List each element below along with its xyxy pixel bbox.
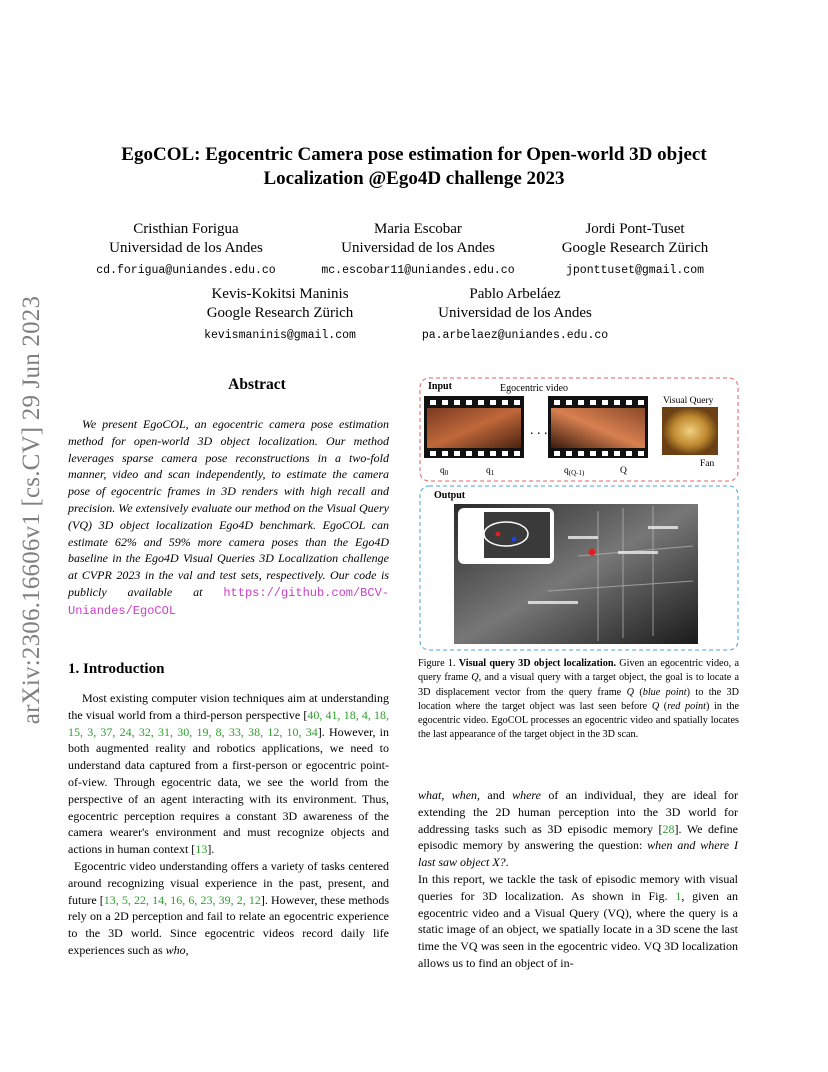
input-label: Input: [428, 381, 452, 392]
text: In this report, we tackle the task of episodic memory with visual queries for 3D localization. As shown in Fig.: [418, 871, 738, 903]
citation-link[interactable]: 28: [662, 821, 675, 836]
video-label: Egocentric video: [500, 383, 569, 394]
author-1: [86, 220, 286, 280]
author-email: mc.escobar11@uniandes.edu.co: [321, 264, 515, 277]
paper-title: [80, 143, 748, 191]
text: ) to the 3D location where the target object was last seen before: [418, 686, 739, 712]
author-3: [540, 220, 730, 280]
red-point: [589, 549, 596, 556]
text: Q: [471, 672, 479, 684]
text: ) in the egocentric video. EgoCOL processes an egocentric video and spatially locates the last appearance of the target object in the 3D scan.: [418, 700, 740, 741]
abstract-text: We present EgoCOL, an egocentric camera pose estimation method for open-world 3D object localization. Our method leverages sparse camera pose reconstructions in a two-fold manner, video and scan independently, to estimate the camera pose of egocentric frames in 3D renders with high recall and precision. We extensively evaluate our method on the Visual Query (VQ) 3D object localization Ego4D benchmark. EgoCOL can estimate 62% and 59% more camera poses than the Ego4D baseline in the Ego4D Visual Queries 3D Localization challenge at CVPR 2023 in the val and test sets, respectively. Our code is publicly available at: [68, 417, 389, 599]
blue-point: [512, 537, 517, 542]
text: , given an egocentric video and a Visual Query (VQ), where the query is a static image of an object, we spatially locate in a 3D scene the last time the VQ was seen in the egocentric video. VQ 3D localization allows us to find an object of in-: [418, 888, 738, 970]
text: Q: [626, 686, 634, 698]
text: ,: [441, 788, 452, 802]
author-name: Cristhian Forigua: [133, 221, 239, 237]
arxiv-id: arXiv:2306.16606v1 [cs.CV] 29 Jun 2023: [18, 295, 45, 725]
title-line-2: Localization @Ego4D challenge 2023: [263, 168, 565, 189]
author-name: Maria Escobar: [374, 221, 462, 237]
fan-label: Fan: [700, 459, 715, 469]
text: Given an egocentric video, a query frame: [418, 658, 739, 684]
author-affiliation: Universidad de los Andes: [109, 240, 263, 256]
text: red point: [667, 700, 706, 712]
caption-title: Visual query 3D object localization.: [458, 658, 617, 669]
author-4: [180, 285, 380, 345]
arxiv-sidebar: [12, 290, 52, 730]
q1-label: $q_1$: [486, 466, 495, 477]
text: blue point: [642, 686, 687, 698]
author-affiliation: Google Research Zürich: [561, 240, 709, 256]
code-link[interactable]: https://github.com/BCV-Uniandes/EgoCOL: [68, 585, 389, 618]
qq1-label: $q_{(Q-1)}$: [564, 466, 585, 477]
col2-paragraph-2: [418, 871, 738, 972]
col2-paragraph-1: [418, 787, 738, 871]
q0-label: $q_0$: [440, 466, 449, 477]
text: Q: [651, 700, 660, 712]
text: when and where I last saw object X?: [418, 838, 738, 870]
author-email: cd.forigua@uniandes.edu.co: [96, 264, 276, 277]
title-line-1: EgoCOL: Egocentric Camera pose estimation for Open-world 3D object: [121, 144, 707, 165]
film-strip-right: [548, 396, 648, 458]
text: who,: [165, 942, 189, 957]
text: ]. However, these methods rely on a 2D perception and fail to relate an egocentric experience to the 3D world. Since egocentric videos record daily life experiences such as: [68, 892, 389, 957]
text: .: [505, 855, 509, 870]
author-name: Pablo Arbeláez: [469, 286, 561, 302]
text: (: [633, 686, 643, 698]
text: ]. We define episodic memory by answering the question:: [418, 821, 739, 853]
column-2-body: [418, 787, 738, 972]
vq-label: Visual Query: [663, 396, 714, 406]
author-email: jponttuset@gmail.com: [565, 264, 705, 277]
Q-label: Q: [620, 466, 627, 476]
visual-query-image: [662, 407, 718, 455]
author-email: kevismaninis@gmail.com: [204, 329, 356, 342]
text: (: [659, 700, 668, 712]
author-affiliation: Google Research Zürich: [206, 305, 354, 321]
text: Egocentric video understanding offers a variety of tasks centered around recognizing visual experience in the past, present, and future [: [68, 858, 389, 907]
citation-link[interactable]: 13: [195, 842, 208, 857]
introduction-heading: 1. Introduction: [68, 661, 165, 677]
intro-paragraph-2: [68, 858, 389, 959]
introduction-body: [68, 690, 389, 959]
output-label: Output: [434, 490, 466, 501]
author-email: pa.arbelaez@uniandes.edu.co: [421, 329, 609, 342]
citation-link[interactable]: 40, 41, 18, 4, 18, 15, 3, 37, 24, 32, 31, 30, 19, 8, 33, 38, 12, 10, 34: [68, 707, 390, 739]
ellipsis: . . .: [530, 423, 548, 438]
figure-link[interactable]: 1: [675, 888, 682, 903]
author-name: Kevis-Kokitsi Maninis: [211, 286, 349, 302]
author-affiliation: Universidad de los Andes: [341, 240, 495, 256]
abstract-body: [68, 416, 389, 620]
author-name: Jordi Pont-Tuset: [585, 221, 685, 237]
text: , and: [477, 788, 513, 802]
citation-link[interactable]: 13, 5, 22, 14, 16, 6, 23, 39, 2, 12: [103, 892, 261, 907]
author-2: [308, 220, 528, 280]
text: when: [451, 788, 478, 802]
figure-caption: [418, 657, 739, 743]
text: , and a visual query with a target object, the goal is to locate a 3D displacement vector from the query frame: [418, 672, 739, 698]
caption-label: Figure 1.: [418, 658, 459, 669]
intro-paragraph-1: [68, 690, 389, 858]
author-5: [405, 285, 625, 345]
figure-1: [418, 376, 740, 652]
abstract-heading: Abstract: [228, 376, 286, 393]
text: Most existing computer vision techniques aim at understanding the visual world from a third-person perspective [: [68, 691, 389, 722]
text: ]. However, in both augmented reality and robotics applications, we need to understand data captured from a first-person or egocentric point-of-view. Through egocentric data, we see the world from the perspective of an agent interacting with its environment. Thus, egocentric perception requires a constant 3D awareness of the camera wearer's environment and must recognize objects and actions in human context [: [68, 724, 390, 857]
text: what: [418, 788, 442, 802]
author-affiliation: Universidad de los Andes: [438, 305, 592, 321]
text: ].: [207, 842, 215, 857]
text: of an individual, they are ideal for extending the 2D human perception into the 3D world for addressing tasks such as 3D episodic memory [: [418, 788, 739, 836]
text: where: [512, 788, 541, 802]
film-strip-left: [424, 396, 524, 458]
